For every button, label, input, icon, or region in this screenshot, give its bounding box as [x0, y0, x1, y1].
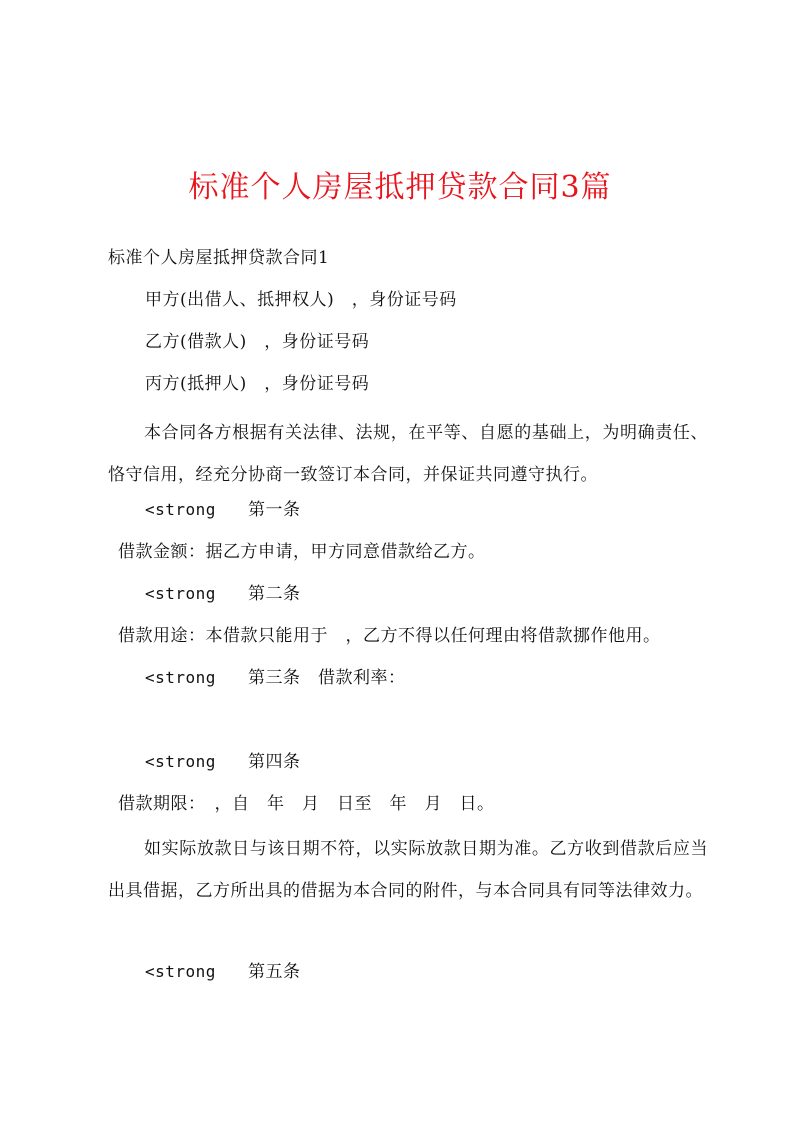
- article-3-label: 第三条 借款利率：: [248, 668, 406, 688]
- article-5-label: 第五条: [248, 962, 301, 982]
- article-4-note: 如实际放款日与该日期不符，以实际放款日期为准。乙方收到借款后应当出具借据，乙方所出具的借据为本合同的附件，与本合同具有同等法律效力。: [108, 839, 708, 901]
- intro-paragraph: 本合同各方根据有关法律、法规，在平等、自愿的基础上，为明确责任、恪守信用，经充分协商一致签订本合同，并保证共同遵守执行。: [108, 423, 708, 485]
- article-4-heading: [145, 750, 301, 774]
- document-title: 标准个人房屋抵押贷款合同3篇: [188, 170, 612, 205]
- party-a-line: 甲方(出借人、抵押权人) ，身份证号码: [145, 290, 457, 310]
- article-4-label: 第四条: [248, 752, 301, 772]
- article-4-body: 借款期限： ，自 年 月 日至 年 月 日。: [118, 794, 495, 814]
- strong-tag-text: <strong: [145, 752, 216, 771]
- strong-tag-text: <strong: [145, 584, 216, 603]
- article-1-body: 借款金额：据乙方申请，甲方同意借款给乙方。: [118, 542, 486, 562]
- party-c-line: 丙方(抵押人) ，身份证号码: [145, 374, 370, 394]
- strong-tag-text: <strong: [145, 500, 216, 519]
- section-heading: 标准个人房屋抵押贷款合同1: [108, 248, 330, 268]
- article-2-heading: [145, 582, 301, 606]
- strong-tag-text: <strong: [145, 668, 216, 687]
- article-2-label: 第二条: [248, 584, 301, 604]
- strong-tag-text: <strong: [145, 962, 216, 981]
- party-b-line: 乙方(借款人) ，身份证号码: [145, 332, 370, 352]
- article-1-heading: [145, 498, 301, 522]
- article-3-heading: [145, 666, 406, 690]
- article-5-heading: [145, 960, 301, 984]
- article-2-body: 借款用途：本借款只能用于 ，乙方不得以任何理由将借款挪作他用。: [118, 626, 661, 646]
- article-1-label: 第一条: [248, 500, 301, 520]
